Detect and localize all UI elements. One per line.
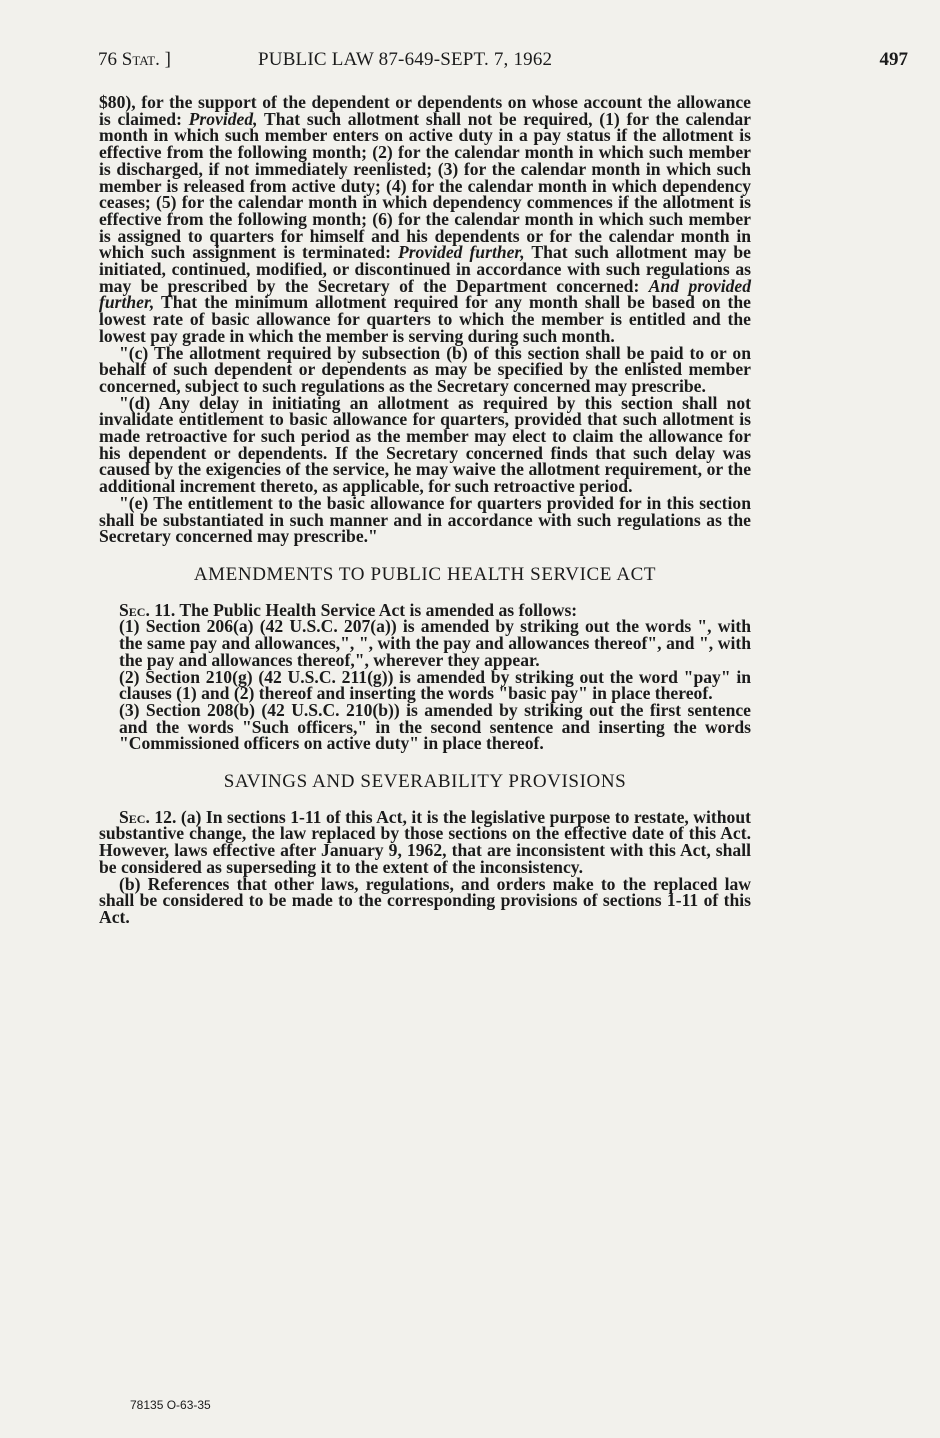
amendment-item-3: (3) Section 208(b) (42 U.S.C. 210(b)) is amended by striking out the first sentence and the words "Such officers," in the second sentence and inserting the words "Commissioned officers on active duty" in place thereof. — [119, 699, 751, 754]
section-label: Sec. 11. — [119, 599, 176, 620]
subsection-e: "(e) The entitlement to the basic allowance for quarters provided for in this section shall be substantiated in such manner and in accordance with such regulations as the Secretary concerned may prescribe." — [99, 492, 751, 547]
paragraph-continuation: $80), for the support of the dependent or dependents on whose account the allowance is claimed: Provided, That such allotment shall not be required, (1) for the calendar month in which such member enters on active duty in a pay status if the allotment is effective from the following month; (2) for the calendar month in which such member is discharged, if not immediately reenlisted; (3) for the calendar month in which such member is released from active duty; (4) for the calendar month in which dependency ceases; (5) for the calendar month in which dependency commences if the allotment is effective from the following month; (6) for the calendar month in which such member is assigned to quarters for himself and his dependents or for the calendar month in which such assignment is terminated: Provided further, That such allotment may be initiated, continued, modified, or discontinued in accordance with such regulations as may be prescribed by the Secretary of the Department concerned: And provided further, That the minimum allotment required for any month shall be based on the lowest rate of basic allowance for quarters to which the member is entitled and the lowest pay grade in which the member is serving during such month. — [99, 92, 751, 346]
section-heading-11: AMENDMENTS TO PUBLIC HEALTH SERVICE ACT — [193, 563, 657, 585]
section-heading-12: SAVINGS AND SEVERABILITY PROVISIONS — [223, 771, 627, 793]
proviso-italic: And provided further, — [99, 275, 751, 313]
print-code: 78135 O-63-35 — [130, 1398, 211, 1412]
document-body — [99, 94, 751, 926]
statute-volume: 76 Stat. ] — [98, 49, 171, 70]
section-12a: Sec. 12. (a) In sections 1-11 of this Act, it is the legislative purpose to restate, without substantive change, the law replaced by those sections on the effective date of this Act. However, laws effective after January 9, 1962, that are inconsistent with this Act, shall be considered as superseding it to the extent of the inconsistency. — [99, 806, 751, 877]
proviso-italic: Provided further, — [397, 242, 525, 263]
subsection-c: "(c) The allotment required by subsection (b) of this section shall be paid to or on behalf of such dependent or dependents as may be specified by the enlisted member concerned, subject to such regulations as the Secretary concerned may prescribe. — [99, 342, 751, 396]
section-12b: (b) References that other laws, regulations, and orders make to the replaced law shall be considered to be made to the corresponding provisions of sections 1-11 of this Act. — [99, 873, 751, 927]
amendment-item-2: (2) Section 210(g) (42 U.S.C. 211(g)) is amended by striking out the word "pay" in clauses (1) and (2) thereof and inserting the words "basic pay" in place thereof. — [119, 666, 751, 704]
subsection-d: "(d) Any delay in initiating an allotment as required by this section shall not invalidate entitlement to basic allowance for quarters, provided that such allotment is made retroactive for such period as the member may elect to claim the allowance for his dependent or dependents. If the Secretary concerned finds that such delay was caused by the exigencies of the service, he may waive the allotment requirement, or the additional increment thereto, as applicable, for such retroactive period. — [99, 392, 751, 497]
section-label: Sec. 12. — [119, 806, 177, 827]
page-number: 497 — [879, 49, 908, 70]
section-11-intro: Sec. 11. The Public Health Service Act is amended as follows: — [119, 599, 578, 620]
proviso-italic: Provided, — [188, 108, 258, 129]
running-header — [98, 49, 908, 73]
amendment-item-1: (1) Section 206(a) (42 U.S.C. 207(a)) is amended by striking out the words ", with the same pay and allowances,", ", with the pay and allowances thereof", and ", with the pay and allowances thereof,", wherever they appear. — [119, 616, 751, 670]
law-title: PUBLIC LAW 87-649-SEPT. 7, 1962 — [258, 49, 553, 70]
